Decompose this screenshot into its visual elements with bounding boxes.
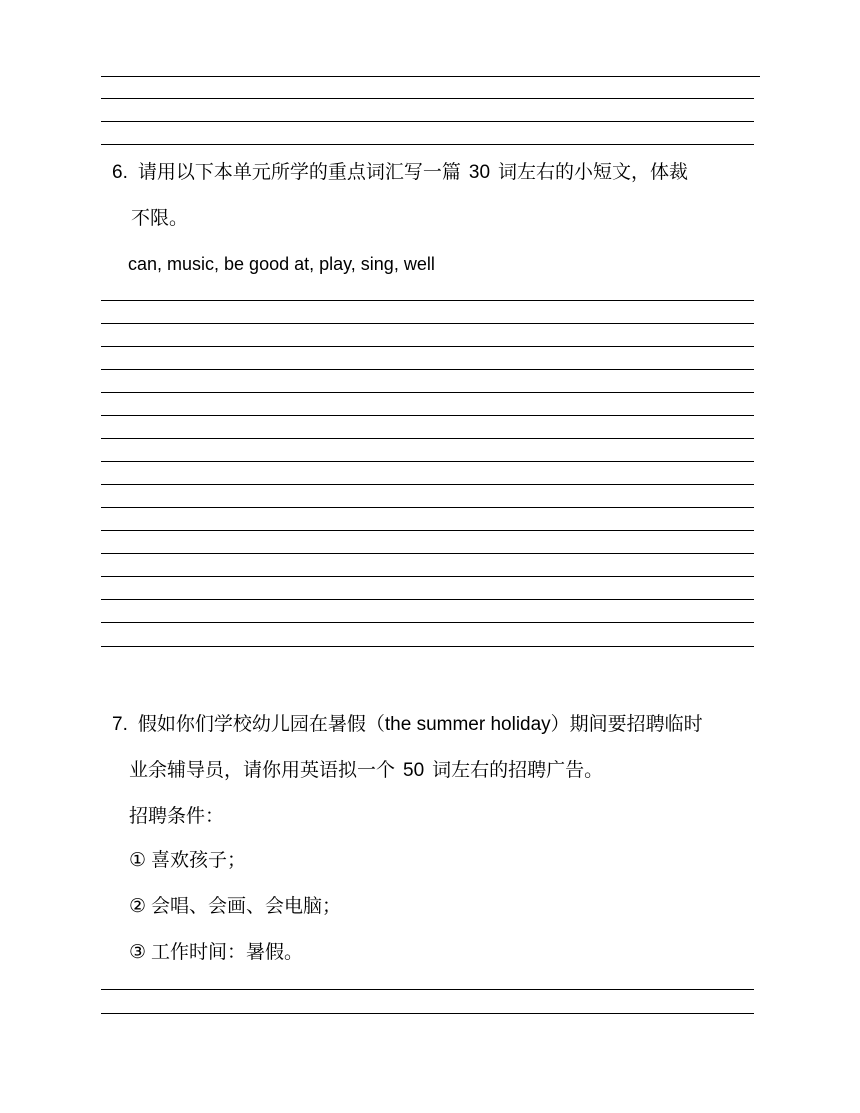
answer-line [101,369,754,370]
question-6-word-list [128,252,435,276]
answer-line [101,1013,754,1014]
writing-line [101,144,754,145]
question-7-text-b: ）期间要招聘临时 [550,713,703,735]
condition-item [129,848,246,872]
answer-line [101,438,754,439]
answer-line [101,530,754,531]
writing-line [101,121,754,122]
answer-line [101,622,754,623]
answer-line [101,484,754,485]
answer-line [101,300,754,301]
answer-line [101,553,754,554]
answer-line [101,461,754,462]
conditions-label-text: 招聘条件： [129,805,225,827]
answer-line [101,507,754,508]
condition-text: 工作时间：暑假。 [151,941,304,963]
answer-line [101,392,754,393]
question-6-number: 6. [112,162,128,183]
writing-line [101,98,754,99]
answer-line [101,599,754,600]
question-7-word-count: 50 [403,760,425,781]
question-6-text-c: 不限。 [131,207,189,229]
answer-line [101,346,754,347]
question-6-word-count: 30 [468,162,491,183]
question-7-english-term: the summer holiday [384,714,551,735]
condition-marker: ① [129,849,147,871]
answer-line [101,989,754,990]
answer-line [101,415,754,416]
question-7-line-2 [129,758,603,783]
question-6-line-1 [112,160,688,185]
condition-text: 会唱、会画、会电脑； [151,895,342,917]
question-6-line-2 [131,206,188,230]
conditions-label [129,804,224,828]
question-6-text-a: 请用以下本单元所学的重点词汇写一篇 [137,161,461,183]
question-7-text-d: 词左右的招聘广告。 [432,759,604,781]
writing-line [101,76,760,77]
question-7-line-1 [112,712,703,737]
condition-marker: ② [129,895,147,917]
question-6-text-b: 词左右的小短文，体裁 [498,161,689,183]
condition-item [129,894,341,918]
answer-line [101,646,754,647]
condition-item [129,940,303,964]
condition-text: 喜欢孩子； [151,849,247,871]
answer-line [101,576,754,577]
question-7-text-a: 假如你们学校幼儿园在暑假（ [137,713,385,735]
question-6-words: can, music, be good at, play, sing, well [128,254,435,274]
question-7-text-c: 业余辅导员，请你用英语拟一个 [129,759,396,781]
answer-line [101,323,754,324]
condition-marker: ③ [129,941,147,963]
question-7-number: 7. [112,714,128,735]
